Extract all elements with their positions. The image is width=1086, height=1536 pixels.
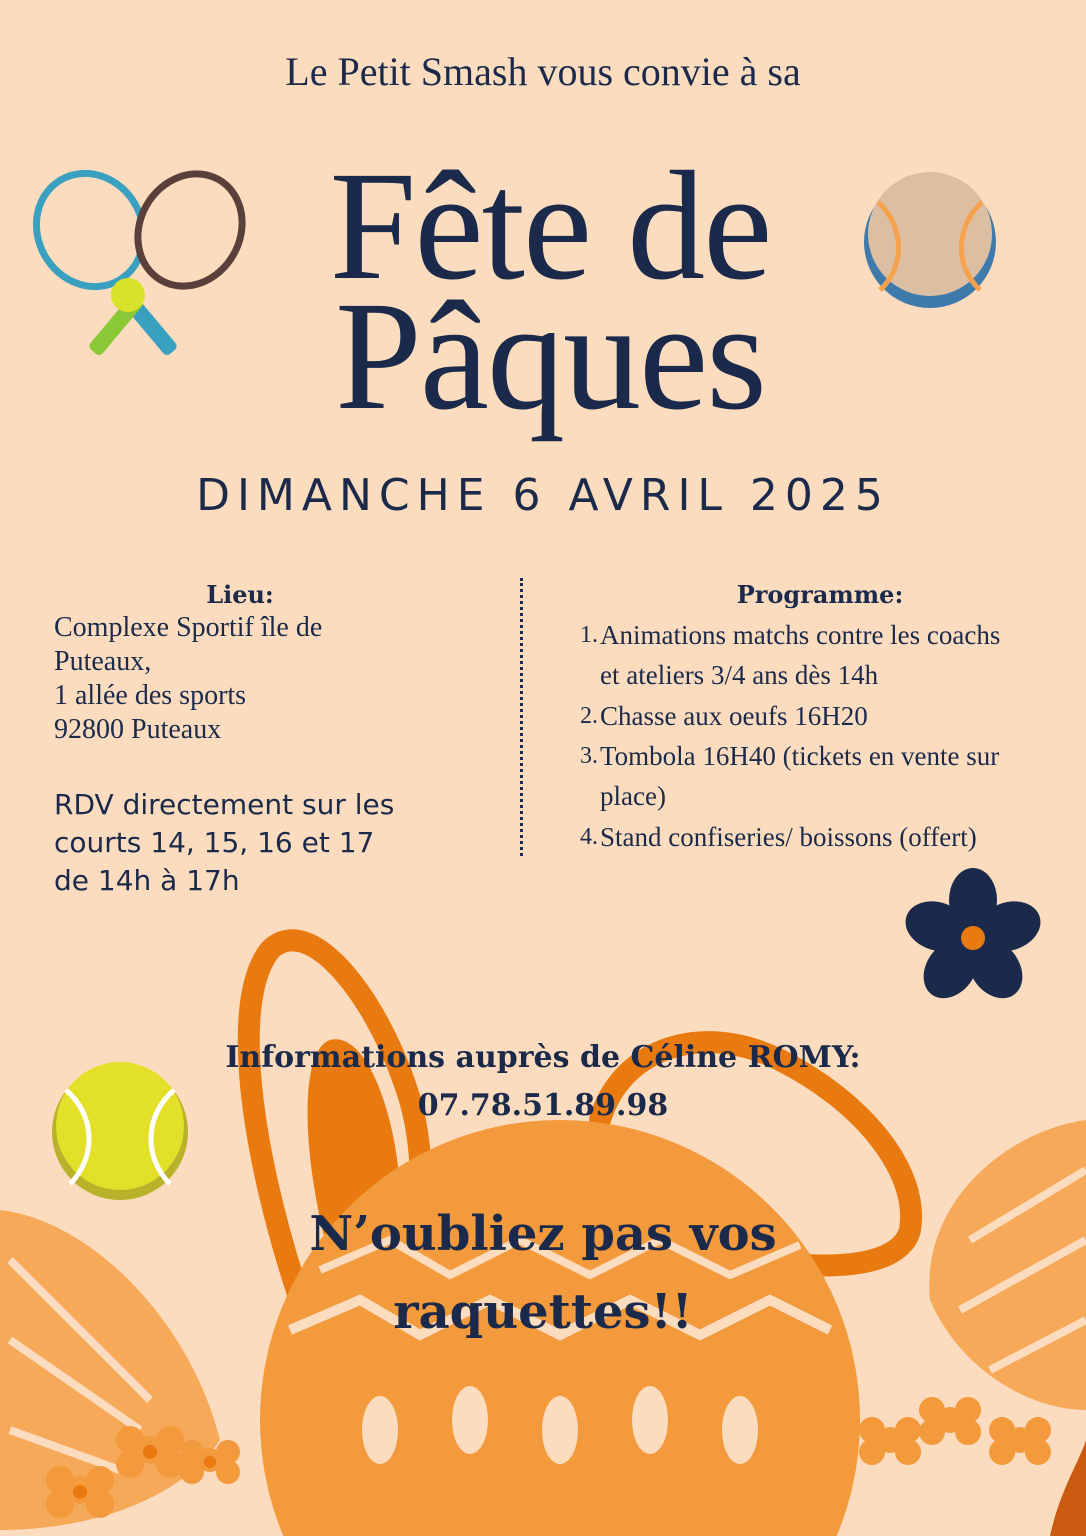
rdv-line: RDV directement sur les bbox=[54, 788, 395, 821]
lieu-heading: Lieu: bbox=[206, 580, 274, 609]
flower-icon bbox=[898, 868, 1048, 1008]
page-title-line2: Pâques bbox=[335, 269, 765, 442]
reminder-line1: N’oubliez pas vos bbox=[309, 1206, 777, 1262]
monstera-leaf-icon bbox=[900, 1120, 1086, 1420]
programme-item-text: et ateliers 3/4 ans dès 14h bbox=[600, 660, 879, 690]
lieu-line: Puteaux, bbox=[54, 646, 152, 677]
programme-item-text: place) bbox=[600, 781, 666, 811]
programme-item-number: 3. bbox=[580, 743, 598, 769]
lieu-line: 92800 Puteaux bbox=[54, 714, 222, 745]
tennis-ball-icon bbox=[50, 1062, 190, 1202]
programme-item-text: Chasse aux oeufs 16H20 bbox=[600, 701, 868, 731]
programme-item-number: 2. bbox=[580, 703, 598, 729]
programme-item-text: Stand confiseries/ boissons (offert) bbox=[600, 822, 977, 852]
page-title-line1: Fête de bbox=[329, 139, 771, 312]
lieu-line: 1 allée des sports bbox=[54, 680, 247, 711]
lieu-line: Complexe Sportif île de bbox=[54, 612, 323, 643]
reminder-line2: raquettes!! bbox=[393, 1284, 693, 1340]
column-divider bbox=[520, 578, 523, 856]
intro-text: Le Petit Smash vous convie à sa bbox=[285, 49, 801, 94]
programme-item-number: 4. bbox=[580, 824, 598, 850]
contact-info: Informations auprès de Céline ROMY: bbox=[225, 1040, 861, 1075]
rdv-line: de 14h à 17h bbox=[54, 864, 240, 897]
programme-item-number: 1. bbox=[580, 622, 598, 648]
flower-icon bbox=[20, 1400, 300, 1536]
rdv-line: courts 14, 15, 16 et 17 bbox=[54, 826, 375, 859]
flower-icon bbox=[830, 1380, 1086, 1536]
programme-item-text: Animations matchs contre les coachs bbox=[600, 620, 1001, 650]
contact-phone: 07.78.51.89.98 bbox=[417, 1088, 669, 1123]
programme-item-text: Tombola 16H40 (tickets en vente sur bbox=[600, 741, 1000, 771]
programme-heading: Programme: bbox=[736, 580, 904, 609]
event-date: DIMANCHE 6 AVRIL 2025 bbox=[196, 470, 890, 521]
